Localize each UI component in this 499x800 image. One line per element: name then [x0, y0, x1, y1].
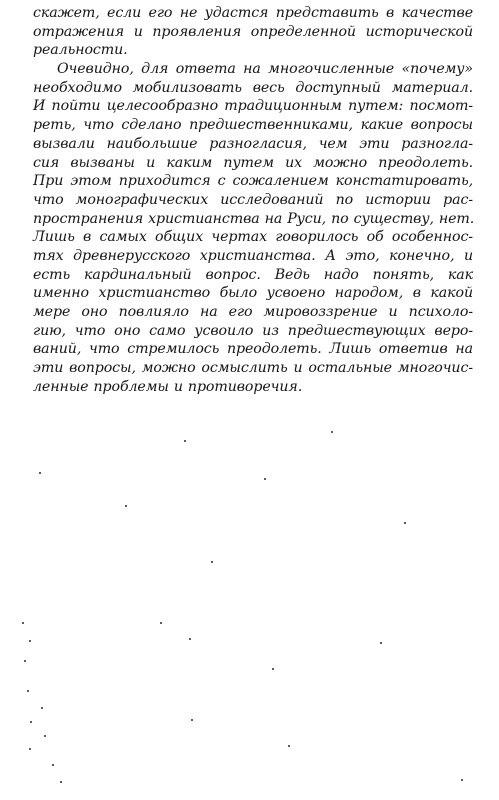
scan-speck	[22, 622, 24, 624]
text-line: именно христианство было усвоено народом, в какой	[33, 285, 473, 302]
page-text	[33, 4, 473, 396]
scan-speck	[461, 779, 463, 781]
scan-speck	[331, 431, 333, 433]
paragraph-continuation	[33, 4, 473, 60]
scan-speck	[24, 660, 26, 662]
scan-speck	[380, 642, 382, 644]
scan-speck	[44, 735, 46, 737]
scan-speck	[39, 472, 41, 474]
text-line: Очевидно, для ответа на многочисленные «почему»	[57, 61, 473, 78]
text-line: эти вопросы, можно осмыслить и остальные многочис-	[33, 360, 473, 377]
text-line: вызвали наибольшие разногласия, чем эти разногла-	[33, 135, 473, 152]
scan-speck	[30, 721, 32, 723]
scan-speck	[404, 522, 406, 524]
scan-speck	[29, 748, 31, 750]
text-line: сия вызваны и каким путем их можно преодолеть.	[33, 154, 473, 171]
text-line: мере оно повлияло на его мировоззрение и психоло-	[33, 304, 473, 320]
scan-speck	[264, 478, 266, 480]
text-line: отражения и проявления определенной исторической	[33, 23, 473, 40]
text-line: ваний, что стремилось преодолеть. Лишь ответив на	[33, 341, 473, 358]
text-line: реальности.	[33, 42, 128, 59]
paragraph	[33, 60, 473, 396]
text-line: При этом приходится с сожалением констатировать,	[33, 173, 473, 190]
text-line: скажет, если его не удастся представить в качестве	[33, 5, 473, 21]
scan-speck	[211, 561, 213, 563]
scan-speck	[27, 690, 29, 692]
text-line: Лишь в самых общих чертах говорилось об особеннос-	[33, 229, 473, 246]
text-line: необходимо мобилизовать весь доступный материал.	[33, 79, 473, 96]
scan-speck	[41, 707, 43, 709]
scan-speck	[189, 638, 191, 640]
scan-speck	[125, 505, 127, 507]
text-line: есть кардинальный вопрос. Ведь надо понять, как	[33, 266, 473, 283]
text-line: что монографических исследований по истории рас-	[33, 191, 473, 208]
scan-speck	[288, 745, 290, 747]
text-line: тях древнерусского христианства. А это, конечно, и	[33, 247, 473, 264]
text-line: И пойти целесообразно традиционным путем: посмот-	[33, 98, 473, 115]
scan-speck	[29, 640, 31, 642]
text-line: ленные проблемы и противоречия.	[33, 378, 303, 395]
scan-speck	[60, 781, 62, 783]
text-line: гию, что оно само усвоило из предшествующих веро-	[33, 322, 473, 339]
text-line: реть, что сделано предшественниками, какие вопросы	[33, 117, 473, 134]
scan-speck	[184, 440, 186, 442]
text-line: пространения христианства на Руси, по существу, нет.	[33, 210, 475, 227]
scan-speck	[272, 668, 274, 670]
scan-speck	[191, 719, 193, 721]
scan-speck	[52, 764, 54, 766]
scan-speck	[160, 622, 162, 624]
